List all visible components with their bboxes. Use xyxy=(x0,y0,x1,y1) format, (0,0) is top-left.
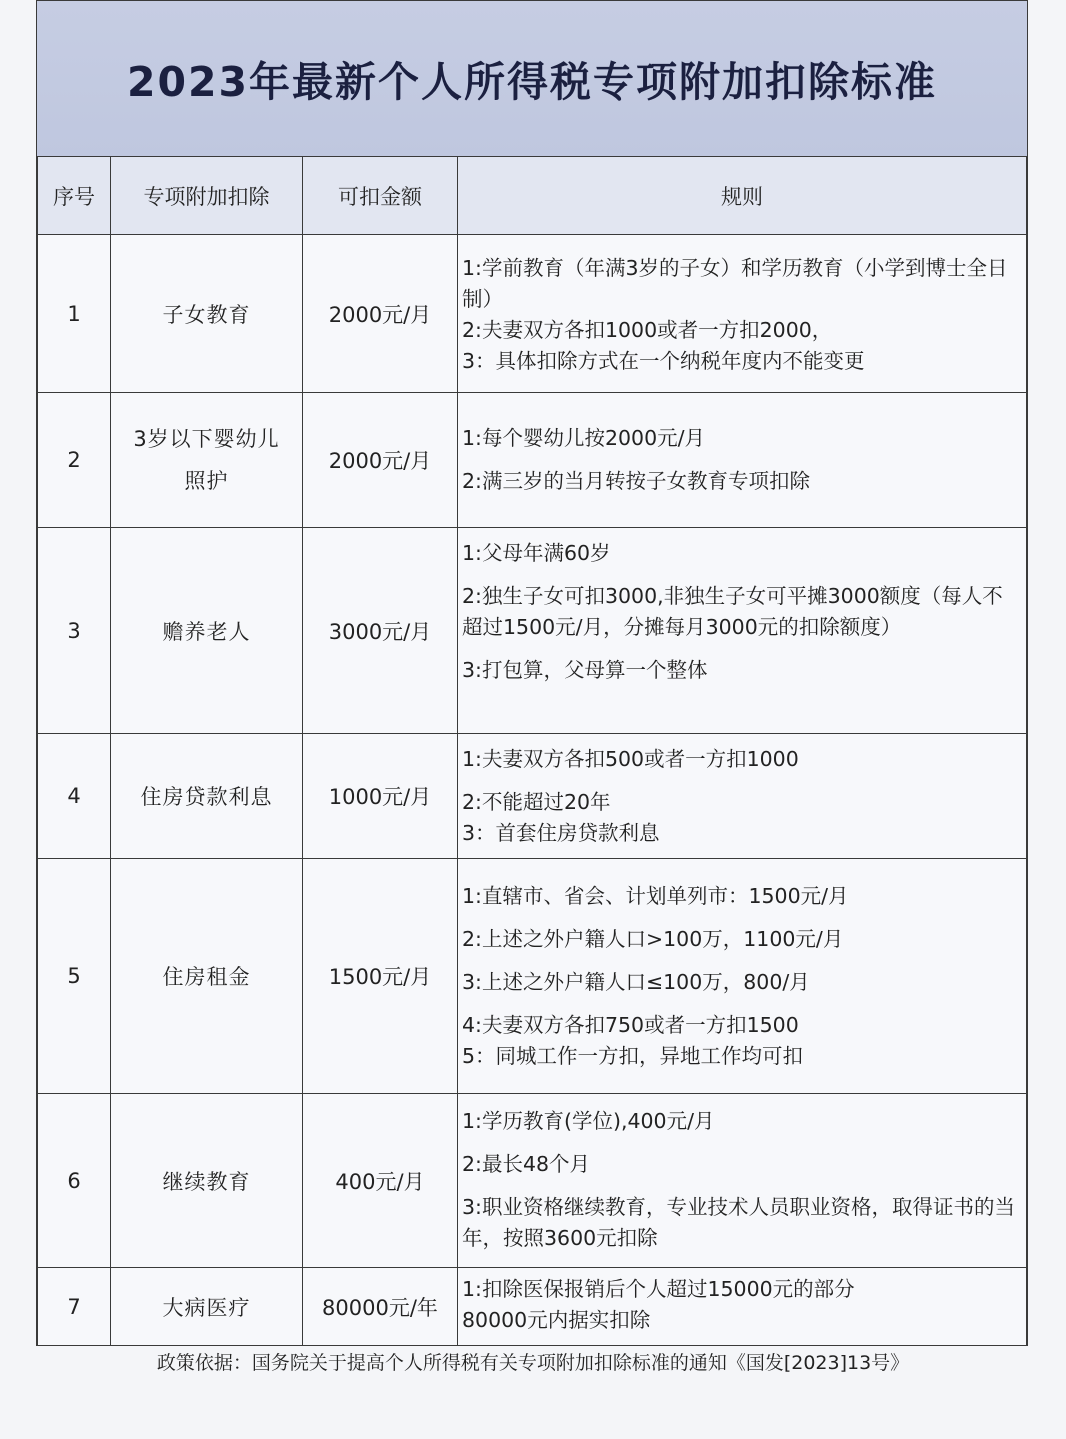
rule-line: 2:上述之外户籍人口>100万，1100元/月 xyxy=(462,927,844,951)
row-rules xyxy=(458,1094,1027,1268)
row-amount: 1500元/月 xyxy=(303,859,458,1094)
header-rules: 规则 xyxy=(458,157,1027,235)
row-rules xyxy=(458,1268,1027,1346)
row-category: 住房租金 xyxy=(111,859,303,1094)
deduction-sheet xyxy=(36,0,1028,1346)
rule-line: 4:夫妻双方各扣750或者一方扣1500 xyxy=(462,1013,799,1037)
rule-line: 2:独生子女可扣3000,非独生子女可平摊3000额度（每人不超过1500元/月，分摊每月3000元的扣除额度） xyxy=(462,584,1003,639)
table-row xyxy=(38,235,1027,393)
header-index: 序号 xyxy=(38,157,111,235)
row-category: 3岁以下婴幼儿照护 xyxy=(111,393,303,528)
table-header-row xyxy=(38,157,1027,235)
row-index: 3 xyxy=(38,528,111,734)
row-rules xyxy=(458,528,1027,734)
rule-line: 1:学历教育(学位),400元/月 xyxy=(462,1109,715,1133)
row-rules xyxy=(458,734,1027,859)
rule-line: 2:夫妻双方各扣1000或者一方扣2000， xyxy=(462,318,833,342)
table-row xyxy=(38,859,1027,1094)
row-amount: 2000元/月 xyxy=(303,235,458,393)
rule-line: 3:上述之外户籍人口≤100万，800/月 xyxy=(462,970,810,994)
rule-line: 1:父母年满60岁 xyxy=(462,541,611,565)
row-index: 6 xyxy=(38,1094,111,1268)
rule-line: 3：具体扣除方式在一个纳税年度内不能变更 xyxy=(462,349,865,373)
row-category: 住房贷款利息 xyxy=(111,734,303,859)
rule-line: 2:满三岁的当月转按子女教育专项扣除 xyxy=(462,469,810,493)
row-amount: 400元/月 xyxy=(303,1094,458,1268)
table-row xyxy=(38,734,1027,859)
row-index: 2 xyxy=(38,393,111,528)
row-amount: 2000元/月 xyxy=(303,393,458,528)
rule-line: 2:不能超过20年 xyxy=(462,790,611,814)
deduction-table xyxy=(37,156,1027,1346)
rule-line: 3:职业资格继续教育，专业技术人员职业资格，取得证书的当年，按照3600元扣除 xyxy=(462,1195,1015,1250)
row-index: 7 xyxy=(38,1268,111,1346)
row-index: 1 xyxy=(38,235,111,393)
rule-line: 3：首套住房贷款利息 xyxy=(462,821,660,845)
policy-footnote: 政策依据：国务院关于提高个人所得税有关专项附加扣除标准的通知《国发[2023]13号》 xyxy=(156,1352,910,1374)
rule-line: 1:夫妻双方各扣500或者一方扣1000 xyxy=(462,747,799,771)
rule-line: 80000元内据实扣除 xyxy=(462,1308,651,1332)
header-amount: 可扣金额 xyxy=(303,157,458,235)
row-rules xyxy=(458,393,1027,528)
table-row xyxy=(38,1268,1027,1346)
page-title: 2023年最新个人所得税专项附加扣除标准 xyxy=(126,58,938,106)
table-row xyxy=(38,393,1027,528)
rule-line: 5：同城工作一方扣，异地工作均可扣 xyxy=(462,1044,804,1068)
table-row xyxy=(38,528,1027,734)
title-banner xyxy=(37,1,1027,157)
header-category: 专项附加扣除 xyxy=(111,157,303,235)
row-index: 5 xyxy=(38,859,111,1094)
row-amount: 1000元/月 xyxy=(303,734,458,859)
row-category: 赡养老人 xyxy=(111,528,303,734)
rule-line: 1:学前教育（年满3岁的子女）和学历教育（小学到博士全日制） xyxy=(462,256,1008,311)
rule-line: 1:每个婴幼儿按2000元/月 xyxy=(462,426,706,450)
table-row xyxy=(38,1094,1027,1268)
row-amount: 3000元/月 xyxy=(303,528,458,734)
row-category: 继续教育 xyxy=(111,1094,303,1268)
row-category: 子女教育 xyxy=(111,235,303,393)
row-rules xyxy=(458,235,1027,393)
rule-line: 2:最长48个月 xyxy=(462,1152,591,1176)
rule-line: 1:扣除医保报销后个人超过15000元的部分 xyxy=(462,1277,855,1301)
rule-line: 3:打包算，父母算一个整体 xyxy=(462,658,708,682)
rule-line: 1:直辖市、省会、计划单列市：1500元/月 xyxy=(462,884,849,908)
row-index: 4 xyxy=(38,734,111,859)
row-category: 大病医疗 xyxy=(111,1268,303,1346)
row-amount: 80000元/年 xyxy=(303,1268,458,1346)
row-rules xyxy=(458,859,1027,1094)
